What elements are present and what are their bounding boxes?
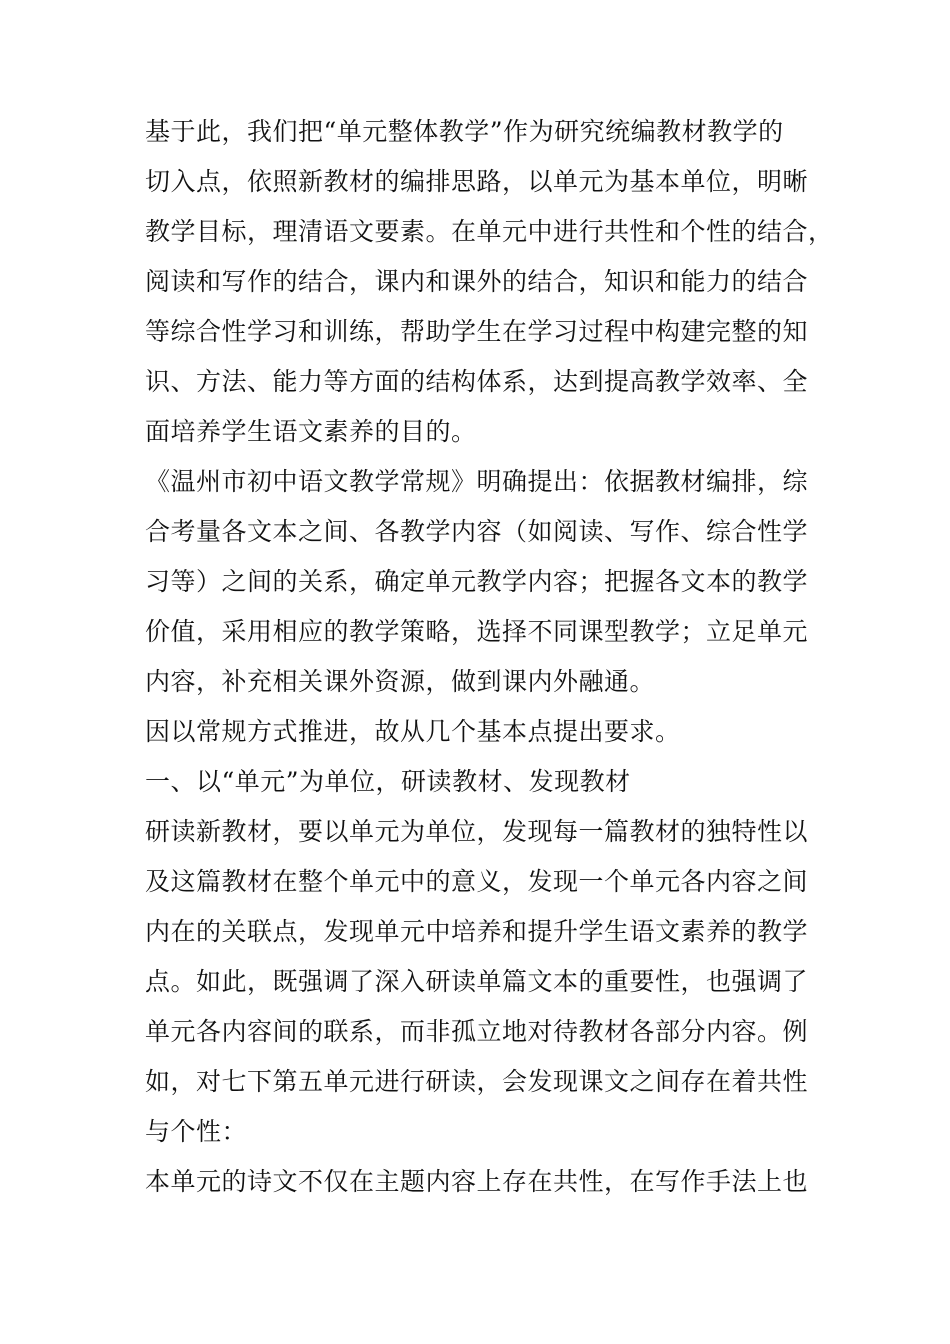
text-line: 点。如此，既强调了深入研读单篇文本的重要性，也强调了 <box>145 967 809 996</box>
text-line: 基于此，我们把“单元整体教学”作为研究统编教材教学的 <box>145 117 784 146</box>
text-line: 价值，采用相应的教学策略，选择不同课型教学；立足单元 <box>145 617 809 646</box>
text-line: 内在的关联点，发现单元中培养和提升学生语文素养的教学 <box>145 917 809 946</box>
text-line: 教学目标，理清语文要素。在单元中进行共性和个性的结合， <box>145 217 834 246</box>
text-line: 切入点，依照新教材的编排思路，以单元为基本单位，明晰 <box>145 167 809 196</box>
text-line: 习等）之间的关系，确定单元教学内容；把握各文本的教学 <box>145 567 809 596</box>
text-line: 如，对七下第五单元进行研读，会发现课文之间存在着共性 <box>145 1067 809 1096</box>
text-line: 合考量各文本之间、各教学内容（如阅读、写作、综合性学 <box>145 517 809 546</box>
text-line: 因以常规方式推进，故从几个基本点提出要求。 <box>145 717 681 746</box>
text-line: 阅读和写作的结合，课内和课外的结合，知识和能力的结合 <box>145 267 809 296</box>
text-line: 面培养学生语文素养的目的。 <box>145 417 477 446</box>
document-page <box>145 107 834 1207</box>
text-line: 研读新教材，要以单元为单位，发现每一篇教材的独特性以 <box>145 817 809 846</box>
section-heading: 一、以“单元”为单位，研读教材、发现教材 <box>145 767 631 796</box>
text-line: 等综合性学习和训练，帮助学生在学习过程中构建完整的知 <box>145 317 809 346</box>
text-line: 内容，补充相关课外资源，做到课内外融通。 <box>145 667 656 696</box>
text-line: 《温州市初中语文教学常规》明确提出：依据教材编排，综 <box>145 467 809 496</box>
text-line: 及这篇教材在整个单元中的意义，发现一个单元各内容之间 <box>145 867 809 896</box>
text-line: 识、方法、能力等方面的结构体系，达到提高教学效率、全 <box>145 367 809 396</box>
text-line: 单元各内容间的联系，而非孤立地对待教材各部分内容。例 <box>145 1017 809 1046</box>
text-line: 本单元的诗文不仅在主题内容上存在共性，在写作手法上也 <box>145 1167 809 1196</box>
text-line: 与个性： <box>145 1117 248 1146</box>
